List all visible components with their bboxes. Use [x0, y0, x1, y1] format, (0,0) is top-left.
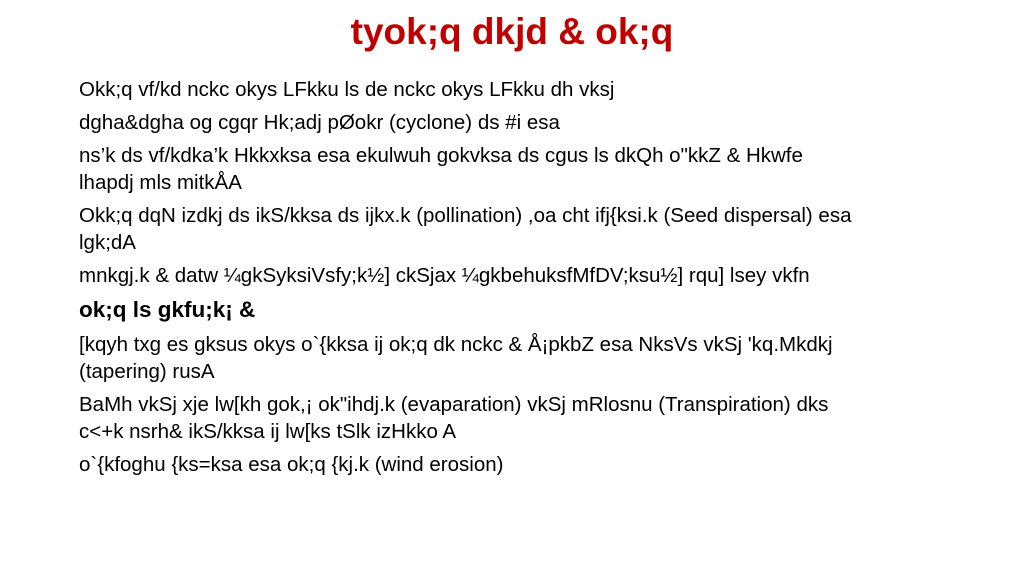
paragraph-5-line-1: mnkgj.k & datw ¼gkSyksiVsfy;k½] ckSjax ¼gkbehuksfMfDV;ksu½] rqu] lsey vkfn [79, 264, 810, 287]
paragraph-8-line-1: BaMh vkSj xje lw[kh gok,¡ ok"ihdj.k (evaparation) vkSj mRlosnu (Transpiration) dks [79, 393, 829, 416]
slide-title: tyok;q dkjd & ok;q [350, 11, 674, 52]
paragraph-8-line-2: c<+k nsrh& ikS/kksa ij lw[ks tSlk izHkko A [79, 420, 457, 443]
paragraph-9-line-1: o`{kfoghu {ks=ksa esa ok;q {kj.k (wind erosion) [79, 453, 504, 476]
paragraph-3-line-1: ns’k ds vf/kdka’k Hkkxksa esa ekulwuh gokvksa ds cgus ls dkQh o"kkZ & Hkwfe [79, 144, 803, 167]
paragraph-4 [79, 202, 979, 256]
paragraph-1 [79, 76, 979, 103]
paragraph-2-line-1: dgha&dgha og cgqr Hk;adj pØokr (cyclone) ds #i esa [79, 111, 560, 134]
paragraph-7 [79, 331, 979, 385]
slide-body [79, 76, 979, 484]
paragraph-2 [79, 109, 979, 136]
paragraph-1-line-1: Okk;q vf/kd nckc okys LFkku ls de nckc okys LFkku dh vksj [79, 78, 615, 101]
paragraph-7-line-1: [kqyh txg es gksus okys o`{kksa ij ok;q dk nckc & Å¡pkbZ esa NksVs vkSj 'kq.Mkdkj [79, 333, 833, 356]
paragraph-3-line-2: lhapdj mls mitkÅA [79, 171, 242, 194]
section-heading [79, 295, 979, 325]
paragraph-4-line-1: Okk;q dqN izdkj ds ikS/kksa ds ijkx.k (pollination) ,oa cht ifj{ksi.k (Seed dispersal) esa [79, 204, 852, 227]
paragraph-5 [79, 262, 979, 289]
paragraph-9 [79, 451, 979, 478]
paragraph-4-line-2: lgk;dA [79, 231, 136, 254]
paragraph-3 [79, 142, 979, 196]
paragraph-7-line-2: (tapering) rusA [79, 360, 215, 383]
paragraph-8 [79, 391, 979, 445]
section-heading-line-1: ok;q ls gkfu;k¡ & [79, 297, 256, 322]
